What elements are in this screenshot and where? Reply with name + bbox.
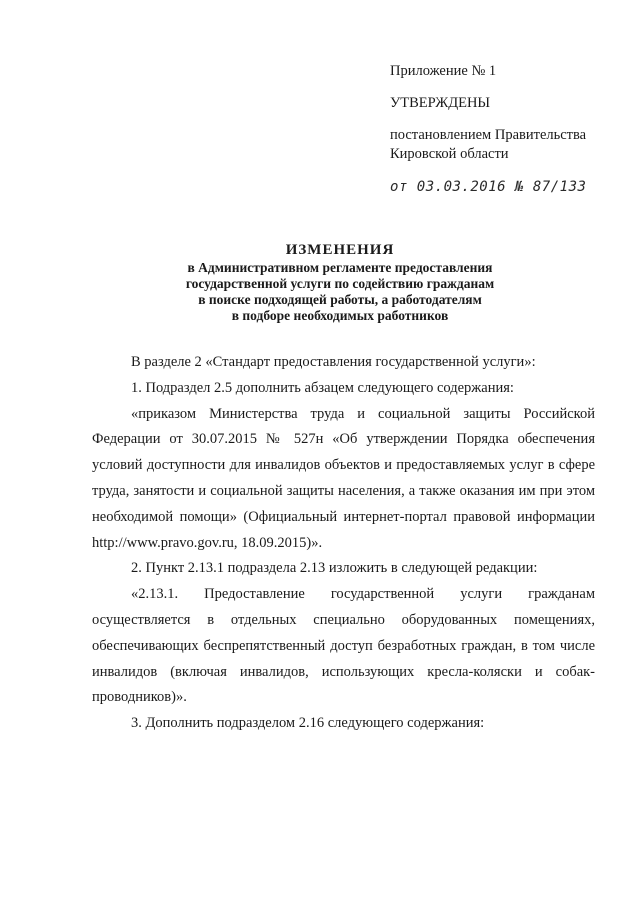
approved-by-line-1: постановлением Правительства	[390, 127, 587, 143]
handwritten-date-number: от 03.03.2016 № 87/133	[390, 179, 587, 195]
approved-by-line-2: Кировской области	[390, 146, 509, 162]
title-line-1: в Административном регламенте предоставления	[187, 260, 493, 275]
paragraph-order-quote: «приказом Министерства труда и социальной защиты Российской Федерации от 30.07.2015 № 527н «Об утверждении Порядка обеспечения условий доступности для инвалидов объектов и предоставляемых услуг в сфере труда, занятости и социальной защиты населения, а также оказания им при этом необходимой помощи» (Официальный интернет-портал правовой информации http://www.pravo.gov.ru, 18.09.2015)».	[92, 405, 595, 551]
title-line-3: в поиске подходящей работы, а работодателям	[198, 292, 482, 307]
paragraph-2-13-1-quote: «2.13.1. Предоставление государственной услуги гражданам осуществляется в отдельных специально оборудованных помещениях, обеспечивающих беспрепятственный доступ безработных граждан, в том числе инвалидов (включая инвалидов, использующих кресла-коляски и собак-проводников)».	[92, 586, 595, 706]
paragraph-section-2: В разделе 2 «Стандарт предоставления государственной услуги»:	[131, 354, 536, 370]
appendix-block	[390, 62, 620, 197]
paragraph-item-2: 2. Пункт 2.13.1 подраздела 2.13 изложить в следующей редакции:	[131, 560, 538, 577]
paragraph-item-1: 1. Подраздел 2.5 дополнить абзацем следующего содержания:	[131, 379, 514, 396]
appendix-number: Приложение № 1	[390, 63, 497, 79]
document-body	[92, 350, 595, 737]
document-title	[80, 240, 600, 324]
title-heading: ИЗМЕНЕНИЯ	[285, 242, 395, 258]
paragraph-item-3: 3. Дополнить подразделом 2.16 следующего содержания:	[131, 715, 485, 732]
approved-label: УТВЕРЖДЕНЫ	[390, 95, 491, 111]
title-line-2: государственной услуги по содействию гражданам	[185, 276, 495, 291]
title-line-4: в подборе необходимых работников	[231, 308, 449, 323]
